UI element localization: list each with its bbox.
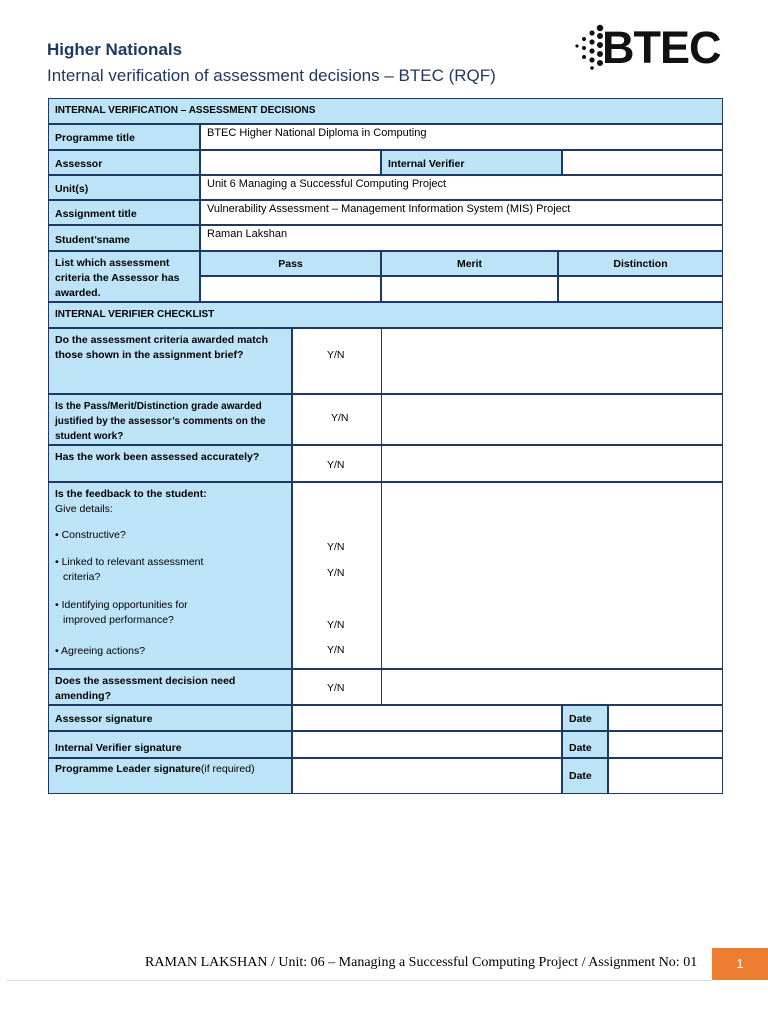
- programme-title-label: Programme title: [48, 124, 200, 150]
- q3-yn: Y/N: [327, 459, 345, 471]
- programme-title-field[interactable]: BTEC Higher National Diploma in Computing: [200, 124, 723, 150]
- internal-verifier-field[interactable]: [562, 150, 723, 175]
- student-name-label: Student’sname: [48, 225, 200, 251]
- header-subtitle: Internal verification of assessment decisions – BTEC (RQF): [47, 66, 496, 85]
- leader-date-label: Date: [562, 758, 608, 794]
- distinction-header: Distinction: [558, 251, 723, 276]
- q1-yn-cell[interactable]: [292, 328, 382, 394]
- verifier-signature-field[interactable]: [292, 731, 562, 758]
- q1-yn: Y/N: [327, 349, 345, 361]
- verifier-date-field[interactable]: [608, 731, 723, 758]
- section-title: INTERNAL VERIFICATION – ASSESSMENT DECISIONS: [48, 98, 723, 124]
- logo-text: BTEC: [602, 22, 721, 73]
- pass-criteria-field[interactable]: [200, 276, 381, 302]
- leader-signature-suffix: (if required): [200, 763, 255, 775]
- q2-yn: Y/N: [331, 412, 349, 424]
- leader-signature-label-cell: [48, 758, 292, 794]
- q5-comment-field[interactable]: [381, 669, 723, 705]
- q4-yn-agreeing: Y/N: [327, 644, 345, 656]
- q2-label: Is the Pass/Merit/Distinction grade awarded justified by the assessor’s comments on the student work?: [48, 394, 292, 445]
- verifier-signature-label: Internal Verifier signature: [48, 731, 292, 758]
- assignment-title-label: Assignment title: [48, 200, 200, 225]
- q4-yn-linked: Y/N: [327, 567, 345, 579]
- q1-label: Do the assessment criteria awarded match those shown in the assignment brief?: [48, 328, 292, 394]
- distinction-criteria-field[interactable]: [558, 276, 723, 302]
- internal-verifier-label: Internal Verifier: [381, 150, 562, 175]
- q4-bullet-identifying-a: • Identifying opportunities for: [55, 599, 188, 611]
- q5-yn-cell[interactable]: [292, 669, 382, 705]
- units-label: Unit(s): [48, 175, 200, 200]
- leader-signature-field[interactable]: [292, 758, 562, 794]
- q4-yn-identifying: Y/N: [327, 619, 345, 631]
- assessor-date-label: Date: [562, 705, 608, 731]
- q3-yn-cell[interactable]: [292, 445, 382, 482]
- merit-criteria-field[interactable]: [381, 276, 558, 302]
- q4-label-cell: [48, 482, 292, 669]
- q4-yn-constructive: Y/N: [327, 541, 345, 553]
- assessor-label: Assessor: [48, 150, 200, 175]
- q4-bullet-constructive: • Constructive?: [55, 529, 126, 541]
- student-name-field[interactable]: Raman Lakshan: [200, 225, 723, 251]
- leader-date-field[interactable]: [608, 758, 723, 794]
- q4-bullet-linked-b: criteria?: [63, 571, 101, 583]
- assessor-signature-label: Assessor signature: [48, 705, 292, 731]
- q3-label: Has the work been assessed accurately?: [48, 445, 292, 482]
- header-title: Higher Nationals: [47, 40, 183, 59]
- q4-title: Is the feedback to the student:: [55, 488, 207, 500]
- checklist-title: INTERNAL VERIFIER CHECKLIST: [48, 302, 723, 328]
- q5-yn: Y/N: [327, 682, 345, 694]
- q4-bullet-linked-a: • Linked to relevant assessment: [55, 556, 204, 568]
- btec-logo: [574, 22, 724, 74]
- q4-comment-field[interactable]: [381, 482, 723, 669]
- assessor-signature-field[interactable]: [292, 705, 562, 731]
- assessor-field[interactable]: [200, 150, 381, 175]
- leader-signature-label: Programme Leader signature: [55, 763, 201, 775]
- q4-bullet-agreeing: • Agreeing actions?: [55, 645, 146, 657]
- page-number: 1: [712, 948, 768, 980]
- footer-divider: [6, 980, 712, 981]
- q2-yn-cell[interactable]: [292, 394, 382, 445]
- q4-bullet-identifying-b: improved performance?: [63, 614, 174, 626]
- q5-label: Does the assessment decision need amending?: [48, 669, 292, 705]
- q3-comment-field[interactable]: [381, 445, 723, 482]
- units-field[interactable]: Unit 6 Managing a Successful Computing Project: [200, 175, 723, 200]
- pass-header: Pass: [200, 251, 381, 276]
- q4-yn-cell[interactable]: [292, 482, 382, 669]
- verifier-date-label: Date: [562, 731, 608, 758]
- criteria-label: List which assessment criteria the Assessor has awarded.: [48, 251, 200, 302]
- q2-comment-field[interactable]: [381, 394, 723, 445]
- assignment-title-field[interactable]: Vulnerability Assessment – Management Information System (MIS) Project: [200, 200, 723, 225]
- q4-give-details: Give details:: [55, 503, 113, 515]
- assessor-date-field[interactable]: [608, 705, 723, 731]
- merit-header: Merit: [381, 251, 558, 276]
- footer-text: RAMAN LAKSHAN / Unit: 06 – Managing a Successful Computing Project / Assignment No: 01: [145, 955, 698, 970]
- q1-comment-field[interactable]: [381, 328, 723, 394]
